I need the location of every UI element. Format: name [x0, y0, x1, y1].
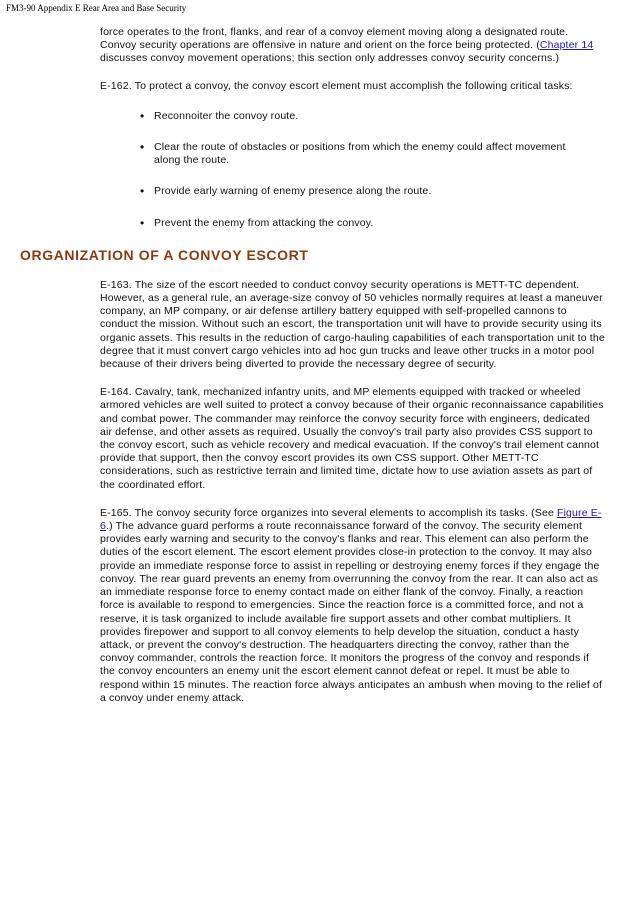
- critical-tasks-list: [0, 110, 635, 230]
- paragraph-e163: E-163. The size of the escort needed to conduct convoy security operations is METT-TC dependent. However, as a general rule, an average-size convoy of 50 vehicles normally requires at least a maneuver company, an MP company, or air defense artillery battery equipped with self-propelled cannons to conduct the mission. Without such an escort, the transportation unit will have to provide security using its organic assets. This results in the reduction of cargo-hauling capabilities of each transportation unit to the degree that it must convert cargo vehicles into ad hoc gun trucks and leave other trucks in a motor pool because of their drivers being diverted to provide the necessary degree of security.: [100, 278, 605, 371]
- list-item: [140, 140, 584, 167]
- bullet-icon: •: [140, 140, 145, 155]
- intro-paragraph: [100, 26, 605, 66]
- e165-text-after: .) The advance guard performs a route reconnaissance forward of the convoy. The security element provides early warning and security to the convoy's flanks and rear. This element can also perform the duties of the escort element. The escort element provides close-in protection to the convoy. It may also provide an immediate response force to assist in repelling or destroying enemy forces if they engage the convoy. The rear guard prevents an enemy from overrunning the convoy from the rear. It can also act as an immediate response force to enemy contact made on either flank of the convoy. Finally, a reaction force is available to respond to emergencies. Since the reaction force is a committed force, and not a reserve, it is task organized to include available fire support assets and other combat multipliers. It provides firepower and support to all convoy elements to help develop the situation, conduct a hasty attack, or prevent the convoy's destruction. The headquarters directing the convoy, rather than the convoy commander, controls the reaction force. It monitors the progress of the convoy and responds if the convoy encounters an enemy unit the escort element cannot defeat or repel. It must be able to respond within 15 minutes. The reaction force always anticipates an ambush when moving to the relief of a convoy under enemy attack.: [100, 520, 603, 704]
- bullet-icon: •: [140, 215, 145, 230]
- bullet-icon: •: [140, 108, 145, 123]
- list-item: [140, 215, 584, 230]
- list-item-text: Reconnoiter the convoy route.: [154, 109, 299, 122]
- section-heading: ORGANIZATION OF A CONVOY ESCORT: [20, 246, 309, 263]
- document-header: FM3-90 Appendix E Rear Area and Base Security: [6, 3, 187, 13]
- paragraph-e164: E-164. Cavalry, tank, mechanized infantry units, and MP elements equipped with tracked or wheeled armored vehicles are well suited to protect a convoy because of their organic reconnaissance capabilities and combat power. The commander may reinforce the convoy security force with engineers, dedicated air defense, and other assets as required. Usually the convoy's trail party also provides CSS support to the convoy escort, such as vehicle recovery and medical evacuation. If the convoy's trail element cannot provide that support, then the convoy escort provides its own CSS support. Other METT-TC considerations, such as restrictive terrain and limited time, dictate how to use aviation assets as part of the coordinated effort.: [100, 386, 604, 491]
- paragraph-e162: E-162. To protect a convoy, the convoy escort element must accomplish the following critical tasks:: [100, 79, 573, 92]
- list-item-text: Prevent the enemy from attacking the convoy.: [154, 216, 374, 229]
- figure-e6-link[interactable]: Figure E-6: [100, 506, 602, 533]
- page-content: [0, 20, 635, 705]
- intro-text-after: discusses convoy movement operations; this section only addresses convoy security concerns.): [100, 52, 560, 65]
- list-item-text: Provide early warning of enemy presence along the route.: [154, 185, 432, 198]
- list-item-text: Clear the route of obstacles or positions from which the enemy could affect movement along the route.: [154, 141, 566, 167]
- paragraph-e165: [100, 507, 605, 705]
- list-item: [140, 108, 584, 123]
- bullet-icon: •: [140, 184, 145, 199]
- intro-text-before: force operates to the front, flanks, and rear of a convoy element moving along a designated route. Convoy security operations are offensive in nature and orient on the force being protected. (: [100, 26, 569, 52]
- e165-text-before: E-165. The convoy security force organizes into several elements to accomplish its tasks. (See: [100, 506, 558, 519]
- chapter-14-link[interactable]: Chapter 14: [539, 39, 594, 52]
- list-item: [140, 184, 584, 199]
